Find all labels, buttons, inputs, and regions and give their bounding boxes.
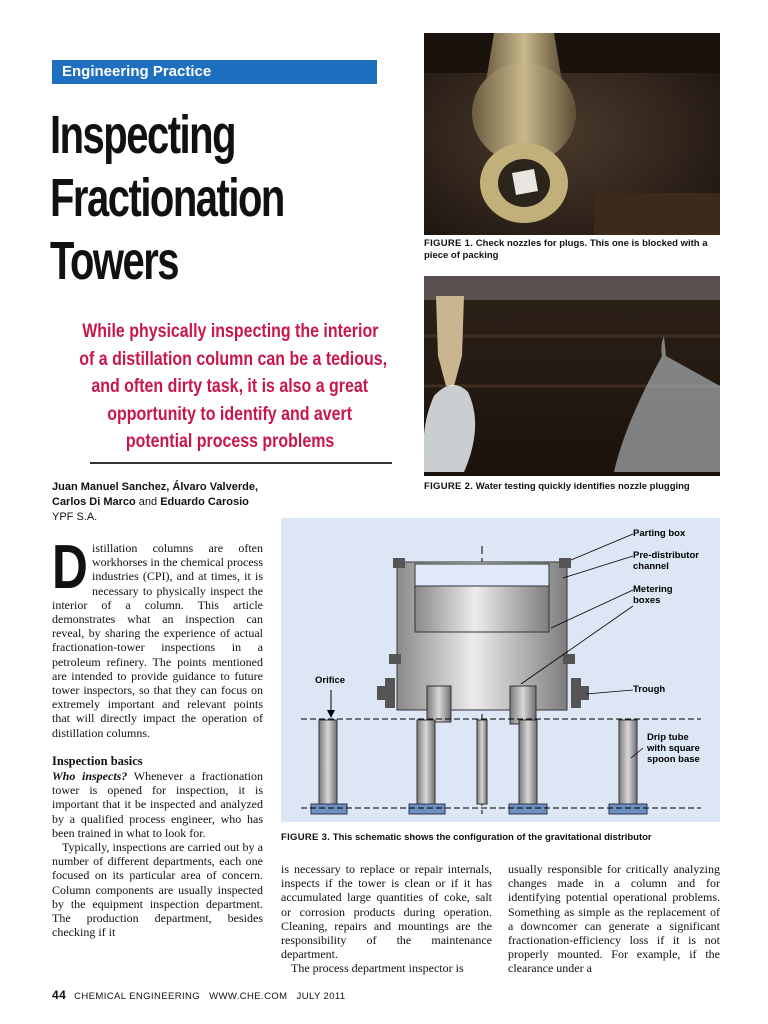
callout-pre-distributor: Pre-distributor [633,550,699,561]
callout-parting-box: Parting box [633,528,686,539]
deck-divider [90,462,392,464]
runin-head: Who inspects? [52,769,128,784]
paragraph: Whenever a fractionation tower is opened for inspection, it is important that it be inspected and analyzed by a qualified process engineer, who has been trained in what to look for. [52,769,263,840]
subhead-inspection-basics: Inspection basics [52,753,143,768]
author-affiliation: YPF S.A. [52,511,98,523]
author-name: Eduardo Carosio [160,496,249,508]
figure3-caption [281,832,721,844]
figure3-schematic [281,518,720,822]
folio-text: CHEMICAL ENGINEERING WWW.CHE.COM JULY 2011 [74,991,346,1002]
callout-metering: boxes [633,595,661,606]
figure1-label: FIGURE 1. [424,238,474,249]
deck-line: opportunity to identify and avert [107,403,353,425]
article-title [50,104,324,293]
author-names: Juan Manuel Sanchez, Álvaro Valverde, [52,481,259,493]
author-name: Carlos Di Marco [52,496,136,508]
deck-line: While physically inspecting the interior [81,321,379,342]
callout-drip-tube: spoon base [647,754,700,765]
figure3-label: FIGURE 3. [281,832,331,843]
callout-pre-distributor: channel [633,561,669,572]
figure1-caption [424,238,724,262]
author-byline [52,480,282,525]
intro-paragraph: istillation columns are often workhorses in the chemical process industries (CPI), and at times, it is necessary to physically inspect the interior of a column. This article demonstrates what an inspection can reveal, by sharing the experience of actual fractionation-tower inspections in a petroleum refinery. The points mentioned are intended to provide guidance to future tower inspectors, so that they can focus on extremely important and relevant points that will directly impact the operation of distillation columns. [52,541,263,740]
figure1-caption-text: Check nozzles for plugs. This one is blocked with a piece of packing [424,238,708,261]
body-column-2 [281,862,492,976]
paragraph: usually responsible for critically analyzing changes made in a column and for identifying potential operational problems. Something as simple as the replacement of a downcomer can generate a significant fractionation-efficiency loss if it is not properly mounted. For example, if the clearance under a [508,862,720,976]
drop-cap: D [52,533,88,602]
paragraph: The process department inspector is [291,961,464,976]
deck-line: of a distillation column can be a tedious, [79,348,388,370]
title-line: Fractionation [50,168,284,228]
figure3-caption-text: This schematic shows the configuration of the gravitational distributor [332,832,652,843]
figure2-photo [424,276,720,476]
body-column-1 [52,533,263,940]
page-folio [52,988,346,1002]
deck-line: potential process problems [125,431,335,452]
author-and: and [135,496,161,508]
figure2-caption [424,481,724,493]
callout-metering: Metering [633,584,673,595]
paragraph: Typically, inspections are carried out by a number of different departments, each one focused on its particular area of concern. Column components are usually inspected by the equipment inspection department. The production department, besides checking if it [52,840,263,940]
page-number: 44 [52,988,67,1002]
callout-trough: Trough [633,684,666,695]
callout-drip-tube: with square [647,743,700,754]
section-tag: Engineering Practice [52,60,377,84]
article-deck [50,318,410,456]
deck-line: and often dirty task, it is also a great [91,376,369,397]
figure2-label: FIGURE 2. [424,481,474,492]
callout-drip-tube: Drip tube [647,732,689,743]
figure2-caption-text: Water testing quickly identifies nozzle plugging [475,481,690,492]
body-column-3 [508,862,720,976]
paragraph: is necessary to replace or repair internals, inspects if the tower is clean or if it has accumulated large quantities of coke, salt or corrosion products during operation. Cleaning, repairs and mountings are the responsibility of the maintenance department. [281,862,492,962]
title-line: Inspecting [50,105,236,165]
title-line: Towers [50,231,179,291]
figure1-photo [424,33,720,235]
callout-orifice: Orifice [315,675,346,686]
